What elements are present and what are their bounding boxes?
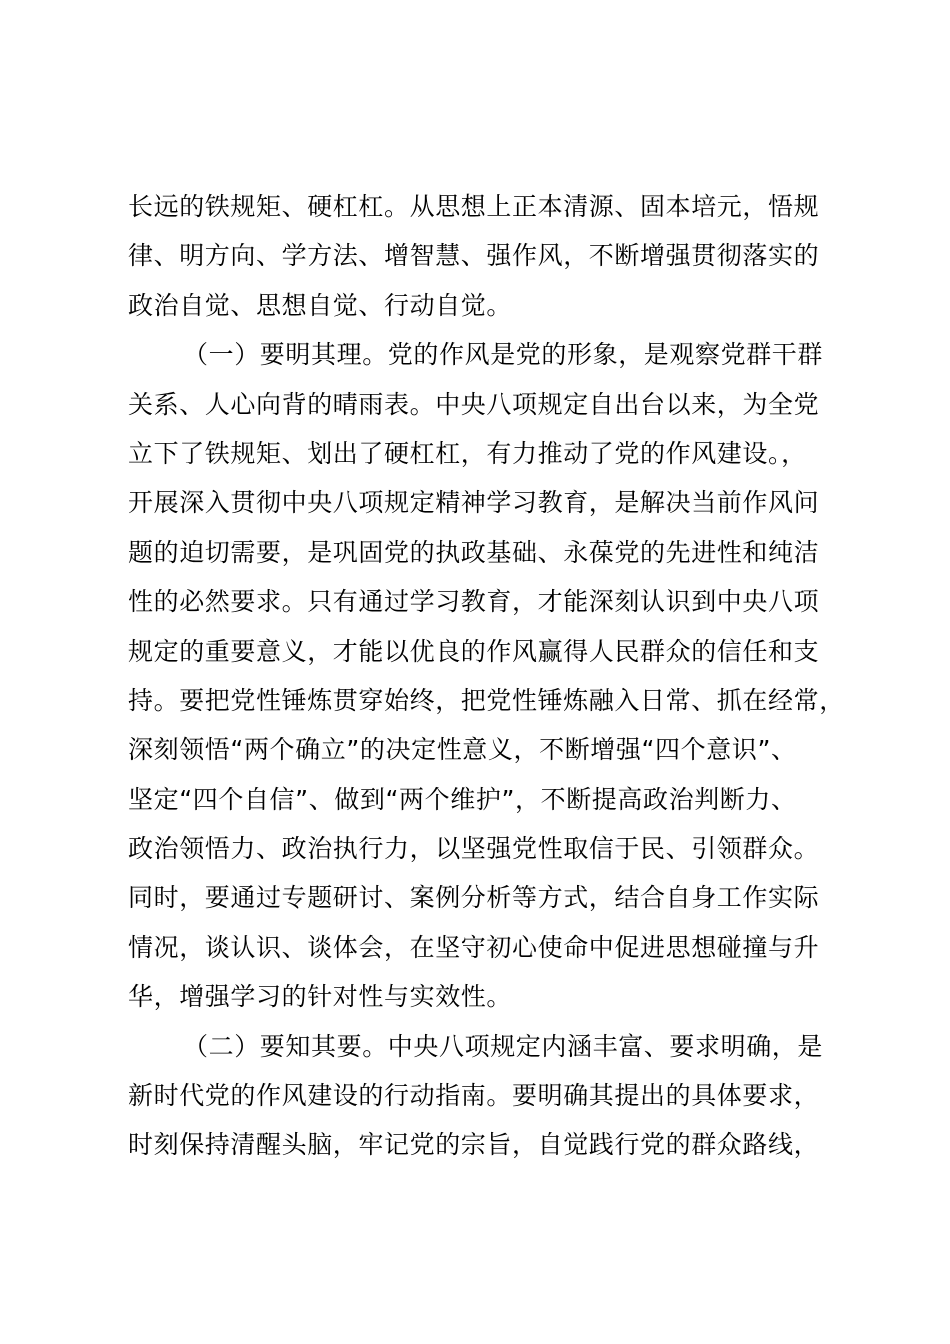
section-one-heading-line: （一）要明其理。党的作风是党的形象，是观察党群干群: [183, 340, 824, 370]
text-line: 律、明方向、学方法、增智慧、强作风，不断增强贯彻落实的: [128, 241, 820, 271]
text-line: 华，增强学习的针对性与实效性。: [128, 982, 513, 1012]
text-line: 题的迫切需要，是巩固党的执政基础、永葆党的先进性和纯洁: [128, 537, 820, 567]
text-line: 规定的重要意义，才能以优良的作风赢得人民群众的信任和支: [128, 636, 820, 666]
text-line: 性的必然要求。只有通过学习教育，才能深刻认识到中央八项: [128, 587, 820, 617]
text-line: 同时，要通过专题研讨、案例分析等方式，结合自身工作实际: [128, 883, 820, 913]
text-line: 持。要把党性锤炼贯穿始终，把党性锤炼融入日常、抓在经常，: [128, 685, 845, 715]
text-line: 情况，谈认识、谈体会，在坚守初心使命中促进思想碰撞与升: [128, 932, 820, 962]
text-line: 关系、人心向背的晴雨表。中央八项规定自出台以来，为全党: [128, 389, 820, 419]
text-line: 时刻保持清醒头脑，牢记党的宗旨，自觉践行党的群众路线，: [128, 1130, 820, 1160]
text-line: 立下了铁规矩、划出了硬杠杠，有力推动了党的作风建设。，: [128, 438, 807, 468]
text-line: 坚定“四个自信”、做到“两个维护”，不断提高政治判断力、: [128, 784, 797, 814]
text-line: 长远的铁规矩、硬杠杠。从思想上正本清源、固本培元，悟规: [128, 192, 820, 221]
text-line: 新时代党的作风建设的行动指南。要明确其提出的具体要求，: [128, 1081, 820, 1111]
text-line: 政治自觉、思想自觉、行动自觉。: [128, 290, 513, 320]
section-two-heading-line: （二）要知其要。中央八项规定内涵丰富、要求明确，是: [183, 1031, 824, 1061]
text-line: 开展深入贯彻中央八项规定精神学习教育，是解决当前作风问: [128, 488, 820, 518]
document-body: [128, 182, 858, 1170]
text-line: 深刻领悟“两个确立”的决定性意义，不断增强“四个意识”、: [128, 735, 797, 765]
text-line: 政治领悟力、政治执行力，以坚强党性取信于民、引领群众。: [128, 834, 820, 864]
